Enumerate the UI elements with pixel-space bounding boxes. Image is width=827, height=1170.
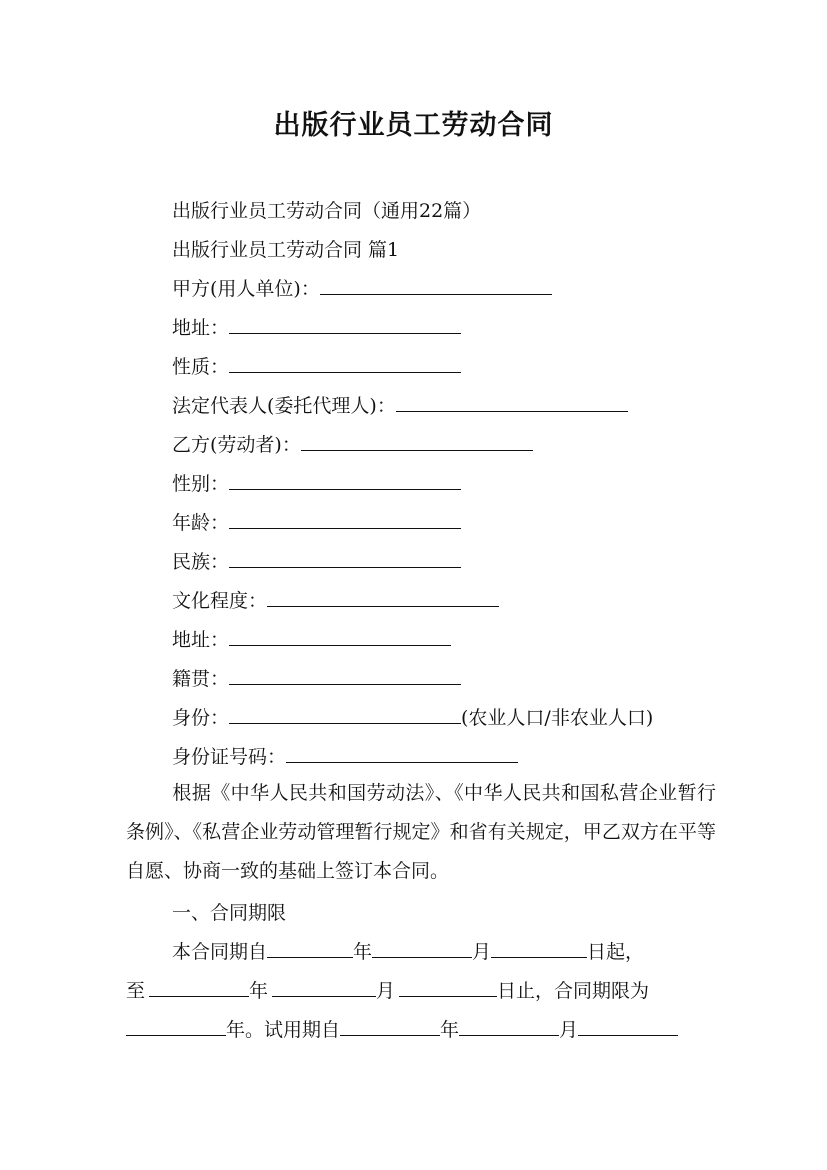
- fill-blank: [229, 354, 461, 373]
- field-identity: [172, 705, 653, 731]
- clause1-line-3: [126, 1017, 716, 1043]
- field-age: [172, 510, 461, 536]
- fill-blank: [491, 939, 587, 958]
- field-label: 性质：: [172, 356, 230, 378]
- fill-blank: [578, 1017, 678, 1036]
- fill-blank: [126, 1017, 226, 1036]
- field-label: 籍贯：: [172, 668, 230, 690]
- fill-blank: [149, 978, 249, 997]
- clause-text: 月: [376, 980, 396, 1002]
- preamble-paragraph: [126, 774, 716, 891]
- fill-blank: [301, 432, 533, 451]
- fill-blank: [229, 705, 461, 724]
- fill-blank: [229, 315, 461, 334]
- field-party-b: [172, 432, 533, 458]
- fill-blank: [286, 744, 518, 763]
- field-address-a: [172, 315, 461, 341]
- field-label: 民族：: [172, 551, 230, 573]
- field-legal-rep: [172, 393, 628, 419]
- fill-blank: [396, 393, 628, 412]
- clause-text: 日起，: [587, 941, 645, 963]
- preamble-text: 根据《中华人民共和国劳动法》、《中华人民共和国私营企业暂行条例》、《私营企业劳动管理暂行规定》和省有关规定，甲乙双方在平等自愿、协商一致的基础上签订本合同。: [126, 782, 716, 882]
- field-label: 地址：: [172, 317, 230, 339]
- fill-blank: [229, 471, 461, 490]
- fill-blank: [340, 1017, 440, 1036]
- field-label: 乙方(劳动者)：: [172, 434, 301, 456]
- fill-blank: [320, 276, 552, 295]
- document-title: 出版行业员工劳动合同: [273, 110, 554, 141]
- fill-blank: [372, 939, 472, 958]
- field-ethnicity: [172, 549, 461, 575]
- field-label: 年龄：: [172, 512, 230, 534]
- field-gender: [172, 471, 461, 497]
- field-label: 性别：: [172, 473, 230, 495]
- field-label: 身份证号码：: [172, 746, 287, 768]
- field-party-a: [172, 276, 552, 302]
- fill-blank: [272, 978, 376, 997]
- clause1-heading: 一、合同期限: [172, 902, 287, 924]
- fill-blank: [229, 666, 461, 685]
- field-native-place: [172, 666, 461, 692]
- field-label: 文化程度：: [172, 590, 268, 612]
- field-id-number: [172, 744, 518, 770]
- clause-text: 年: [353, 941, 373, 963]
- field-nature: [172, 354, 461, 380]
- clause1-line-1: [172, 939, 716, 965]
- field-suffix: (农业人口/非农业人口): [461, 707, 654, 729]
- clause1-line-2: [126, 978, 716, 1004]
- clause-text: 日止，合同期限为: [497, 980, 650, 1002]
- fill-blank: [229, 549, 461, 568]
- fill-blank: [399, 978, 497, 997]
- clause-text: 年: [249, 980, 269, 1002]
- fill-blank: [229, 627, 451, 646]
- subtitle: 出版行业员工劳动合同（通用22篇）: [172, 200, 482, 222]
- field-address-b: [172, 627, 451, 653]
- clause-text: 月: [559, 1019, 579, 1041]
- clause-text: 月: [472, 941, 492, 963]
- field-label: 地址：: [172, 629, 230, 651]
- clause-text: 年。试用期自: [226, 1019, 341, 1041]
- fill-blank: [267, 588, 499, 607]
- section-heading: 出版行业员工劳动合同 篇1: [172, 239, 400, 261]
- clause-text: 本合同期自: [172, 941, 268, 963]
- field-label: 法定代表人(委托代理人)：: [172, 395, 396, 417]
- clause-text: 年: [440, 1019, 460, 1041]
- field-label: 甲方(用人单位)：: [172, 278, 320, 300]
- clause-text: 至: [126, 980, 146, 1002]
- fill-blank: [267, 939, 353, 958]
- fill-blank: [229, 510, 461, 529]
- field-education: [172, 588, 499, 614]
- field-label: 身份：: [172, 707, 230, 729]
- fill-blank: [459, 1017, 559, 1036]
